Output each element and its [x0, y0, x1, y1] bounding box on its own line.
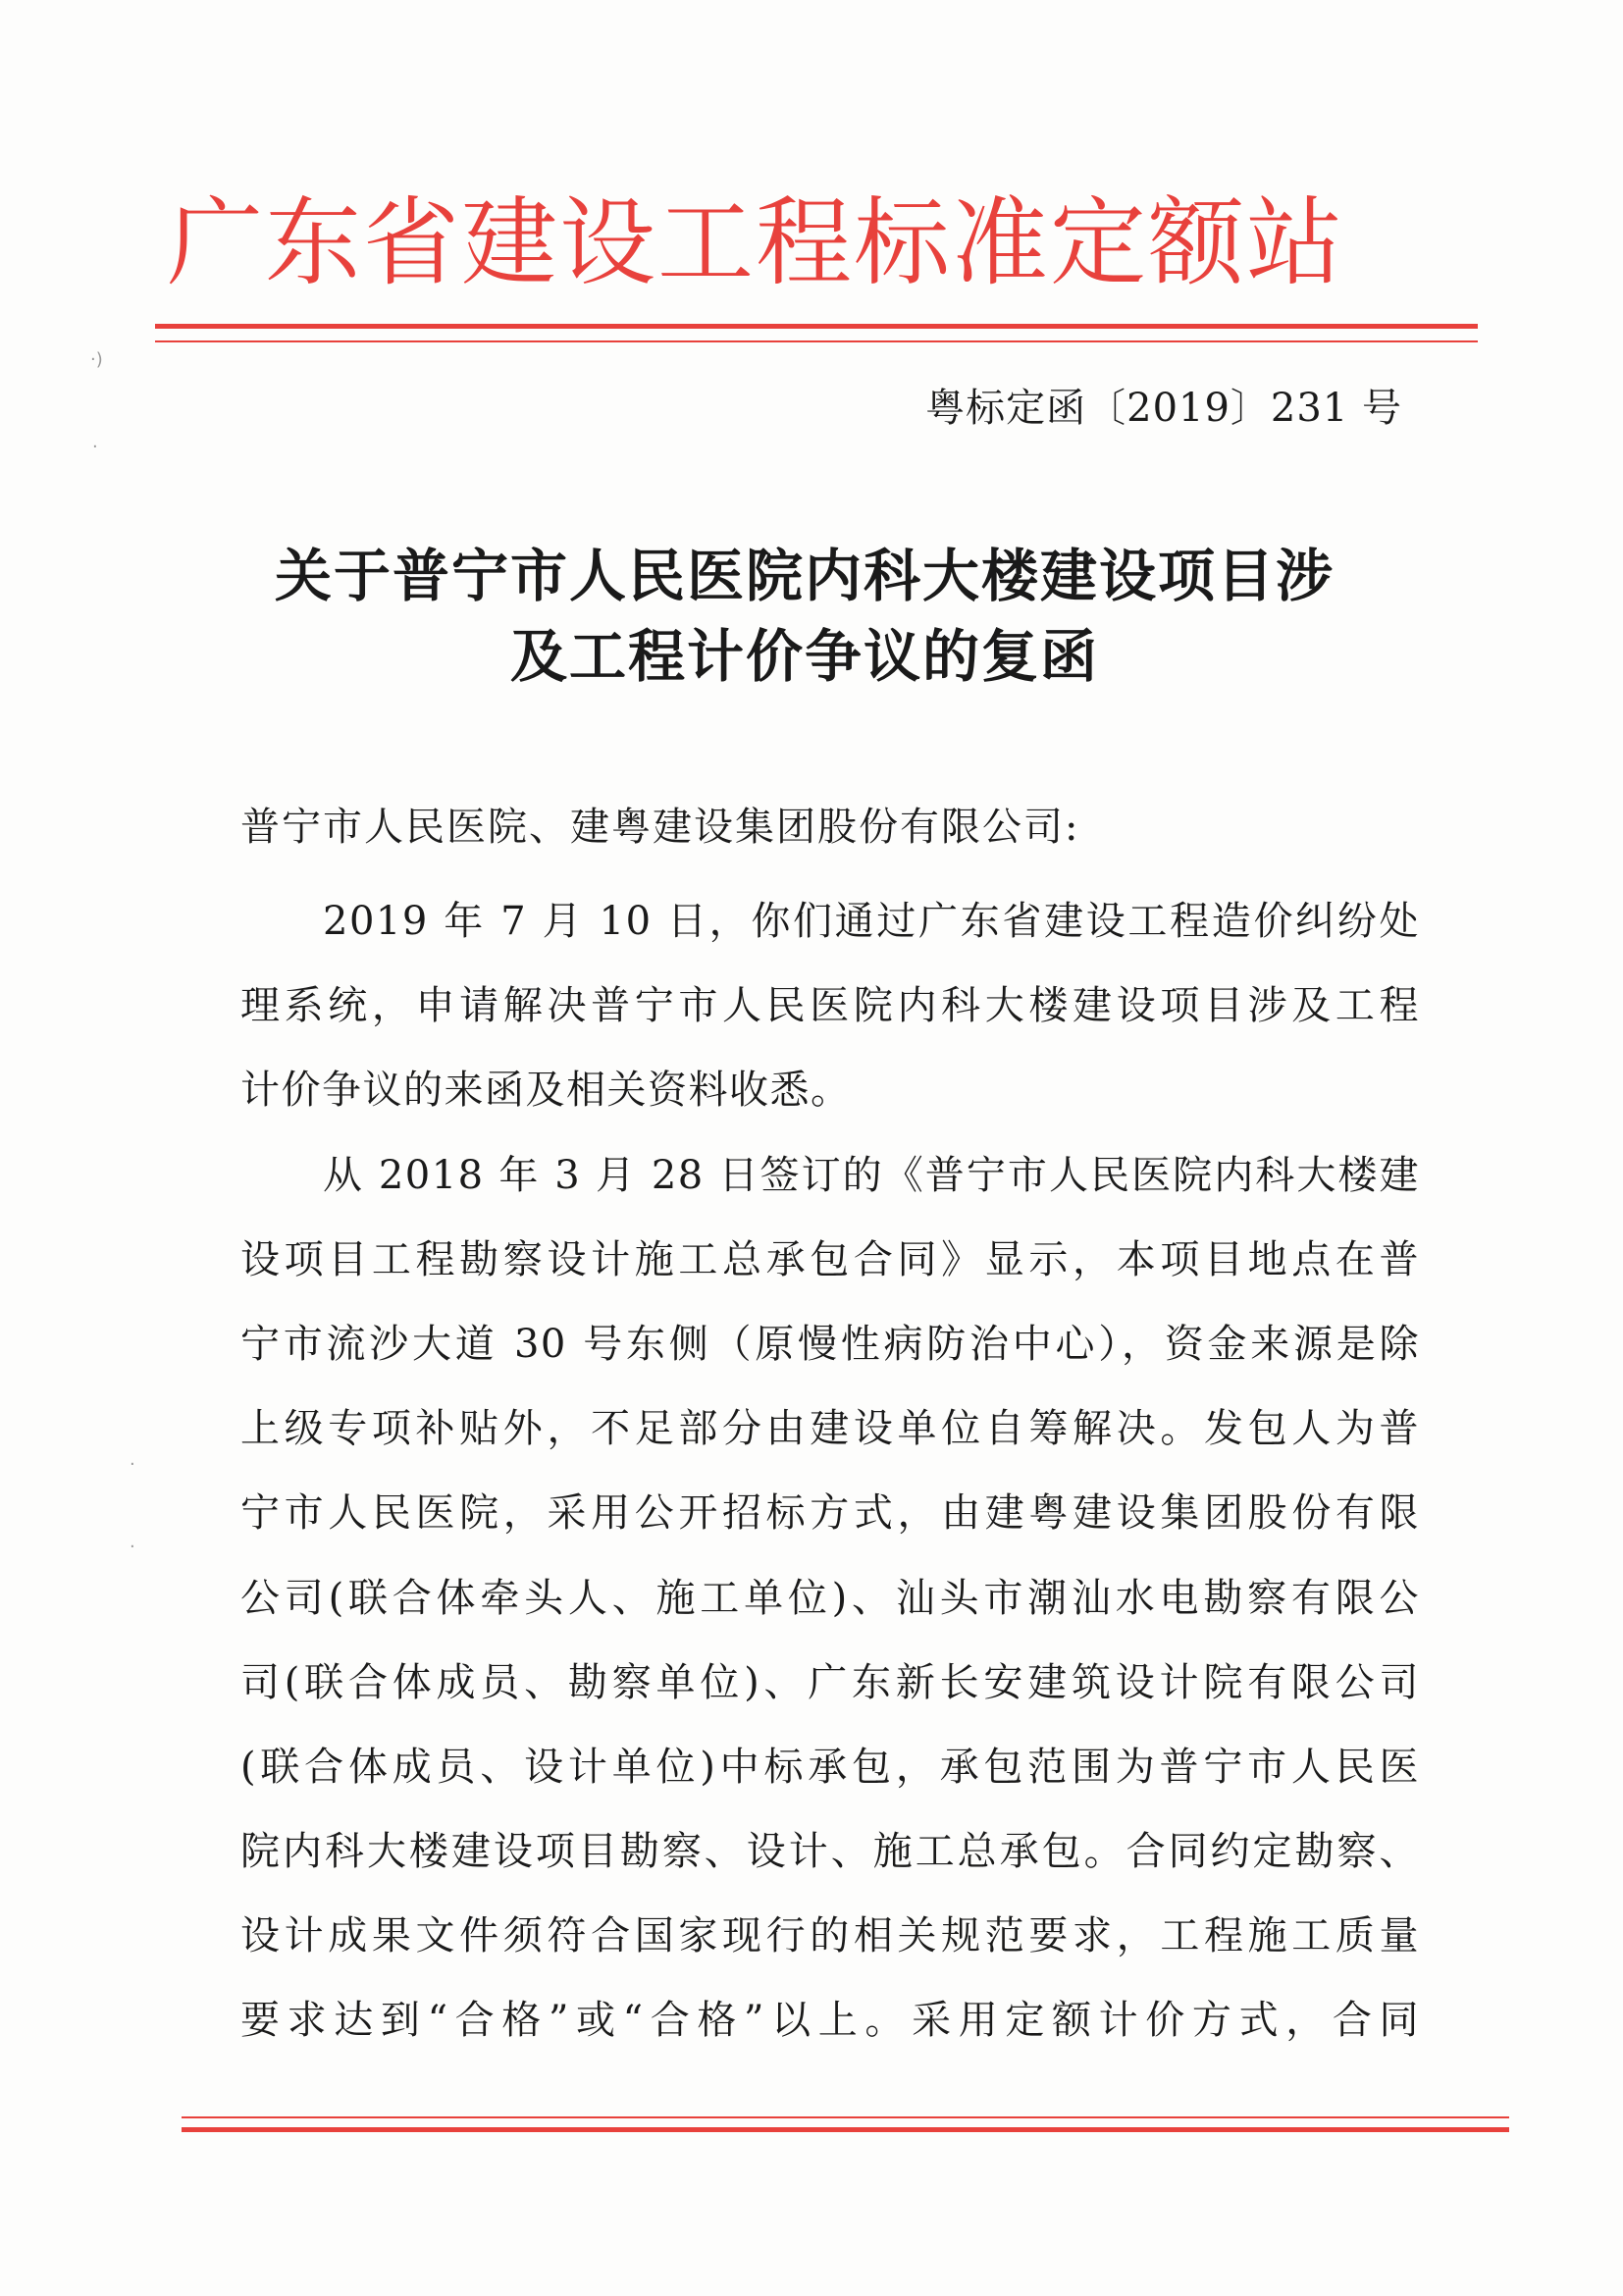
document-title: [147, 536, 1462, 697]
footer-rule-bottom: [182, 2127, 1509, 2132]
body-line: 理系统，申请解决普宁市人民医院内科大楼建设项目涉及工程: [240, 983, 1420, 1029]
body-line: 计价争议的来函及相关资料收悉。: [240, 1068, 852, 1114]
body-line: 宁市流沙大道 30 号东侧（原慢性病防治中心），资金来源是除: [240, 1321, 1420, 1367]
body-line: 司(联合体成员、勘察单位)、广东新长安建筑设计院有限公司: [240, 1659, 1420, 1705]
document-title-line: 及工程计价争议的复函: [509, 623, 1099, 690]
document-title-line: 关于普宁市人民医院内科大楼建设项目涉: [274, 543, 1335, 609]
body-line: 要求达到“合格”或“合格”以上。采用定额计价方式，合同: [240, 1998, 1420, 2044]
body-line: 设项目工程勘察设计施工总承包合同》显示，本项目地点在普: [240, 1236, 1420, 1282]
footer-rule-top: [182, 2116, 1509, 2118]
body-text: [240, 879, 1420, 2063]
addressee: 普宁市人民医院、建粤建设集团股份有限公司:: [240, 805, 1080, 850]
body-line: 宁市人民医院，采用公开招标方式，由建粤建设集团股份有限: [240, 1490, 1420, 1537]
letterhead-rule-top: [155, 324, 1478, 329]
letterhead-rule-bottom: [155, 340, 1478, 342]
body-line: 院内科大楼建设项目勘察、设计、施工总承包。合同约定勘察、: [240, 1829, 1420, 1875]
body-line: 设计成果文件须符合国家现行的相关规范要求，工程施工质量: [240, 1913, 1420, 1959]
scan-mark: ·: [130, 1454, 135, 1475]
letterhead-title: 广东省建设工程标准定额站: [167, 187, 1345, 299]
scan-mark: ·: [130, 1537, 135, 1557]
body-line: 2019 年 7 月 10 日，你们通过广东省建设工程造价纠纷处: [323, 899, 1420, 944]
body-line: 公司(联合体牵头人、施工单位)、汕头市潮汕水电勘察有限公: [240, 1575, 1420, 1621]
scan-mark: ·): [90, 349, 103, 370]
scan-mark: ·: [92, 437, 98, 457]
body-line: 上级专项补贴外，不足部分由建设单位自筹解决。发包人为普: [240, 1406, 1420, 1452]
document-number: 粤标定函〔2019〕231 号: [925, 386, 1402, 431]
body-line: 从 2018 年 3 月 28 日签订的《普宁市人民医院内科大楼建: [323, 1152, 1420, 1198]
body-line: (联合体成员、设计单位)中标承包，承包范围为普宁市人民医: [240, 1744, 1420, 1790]
